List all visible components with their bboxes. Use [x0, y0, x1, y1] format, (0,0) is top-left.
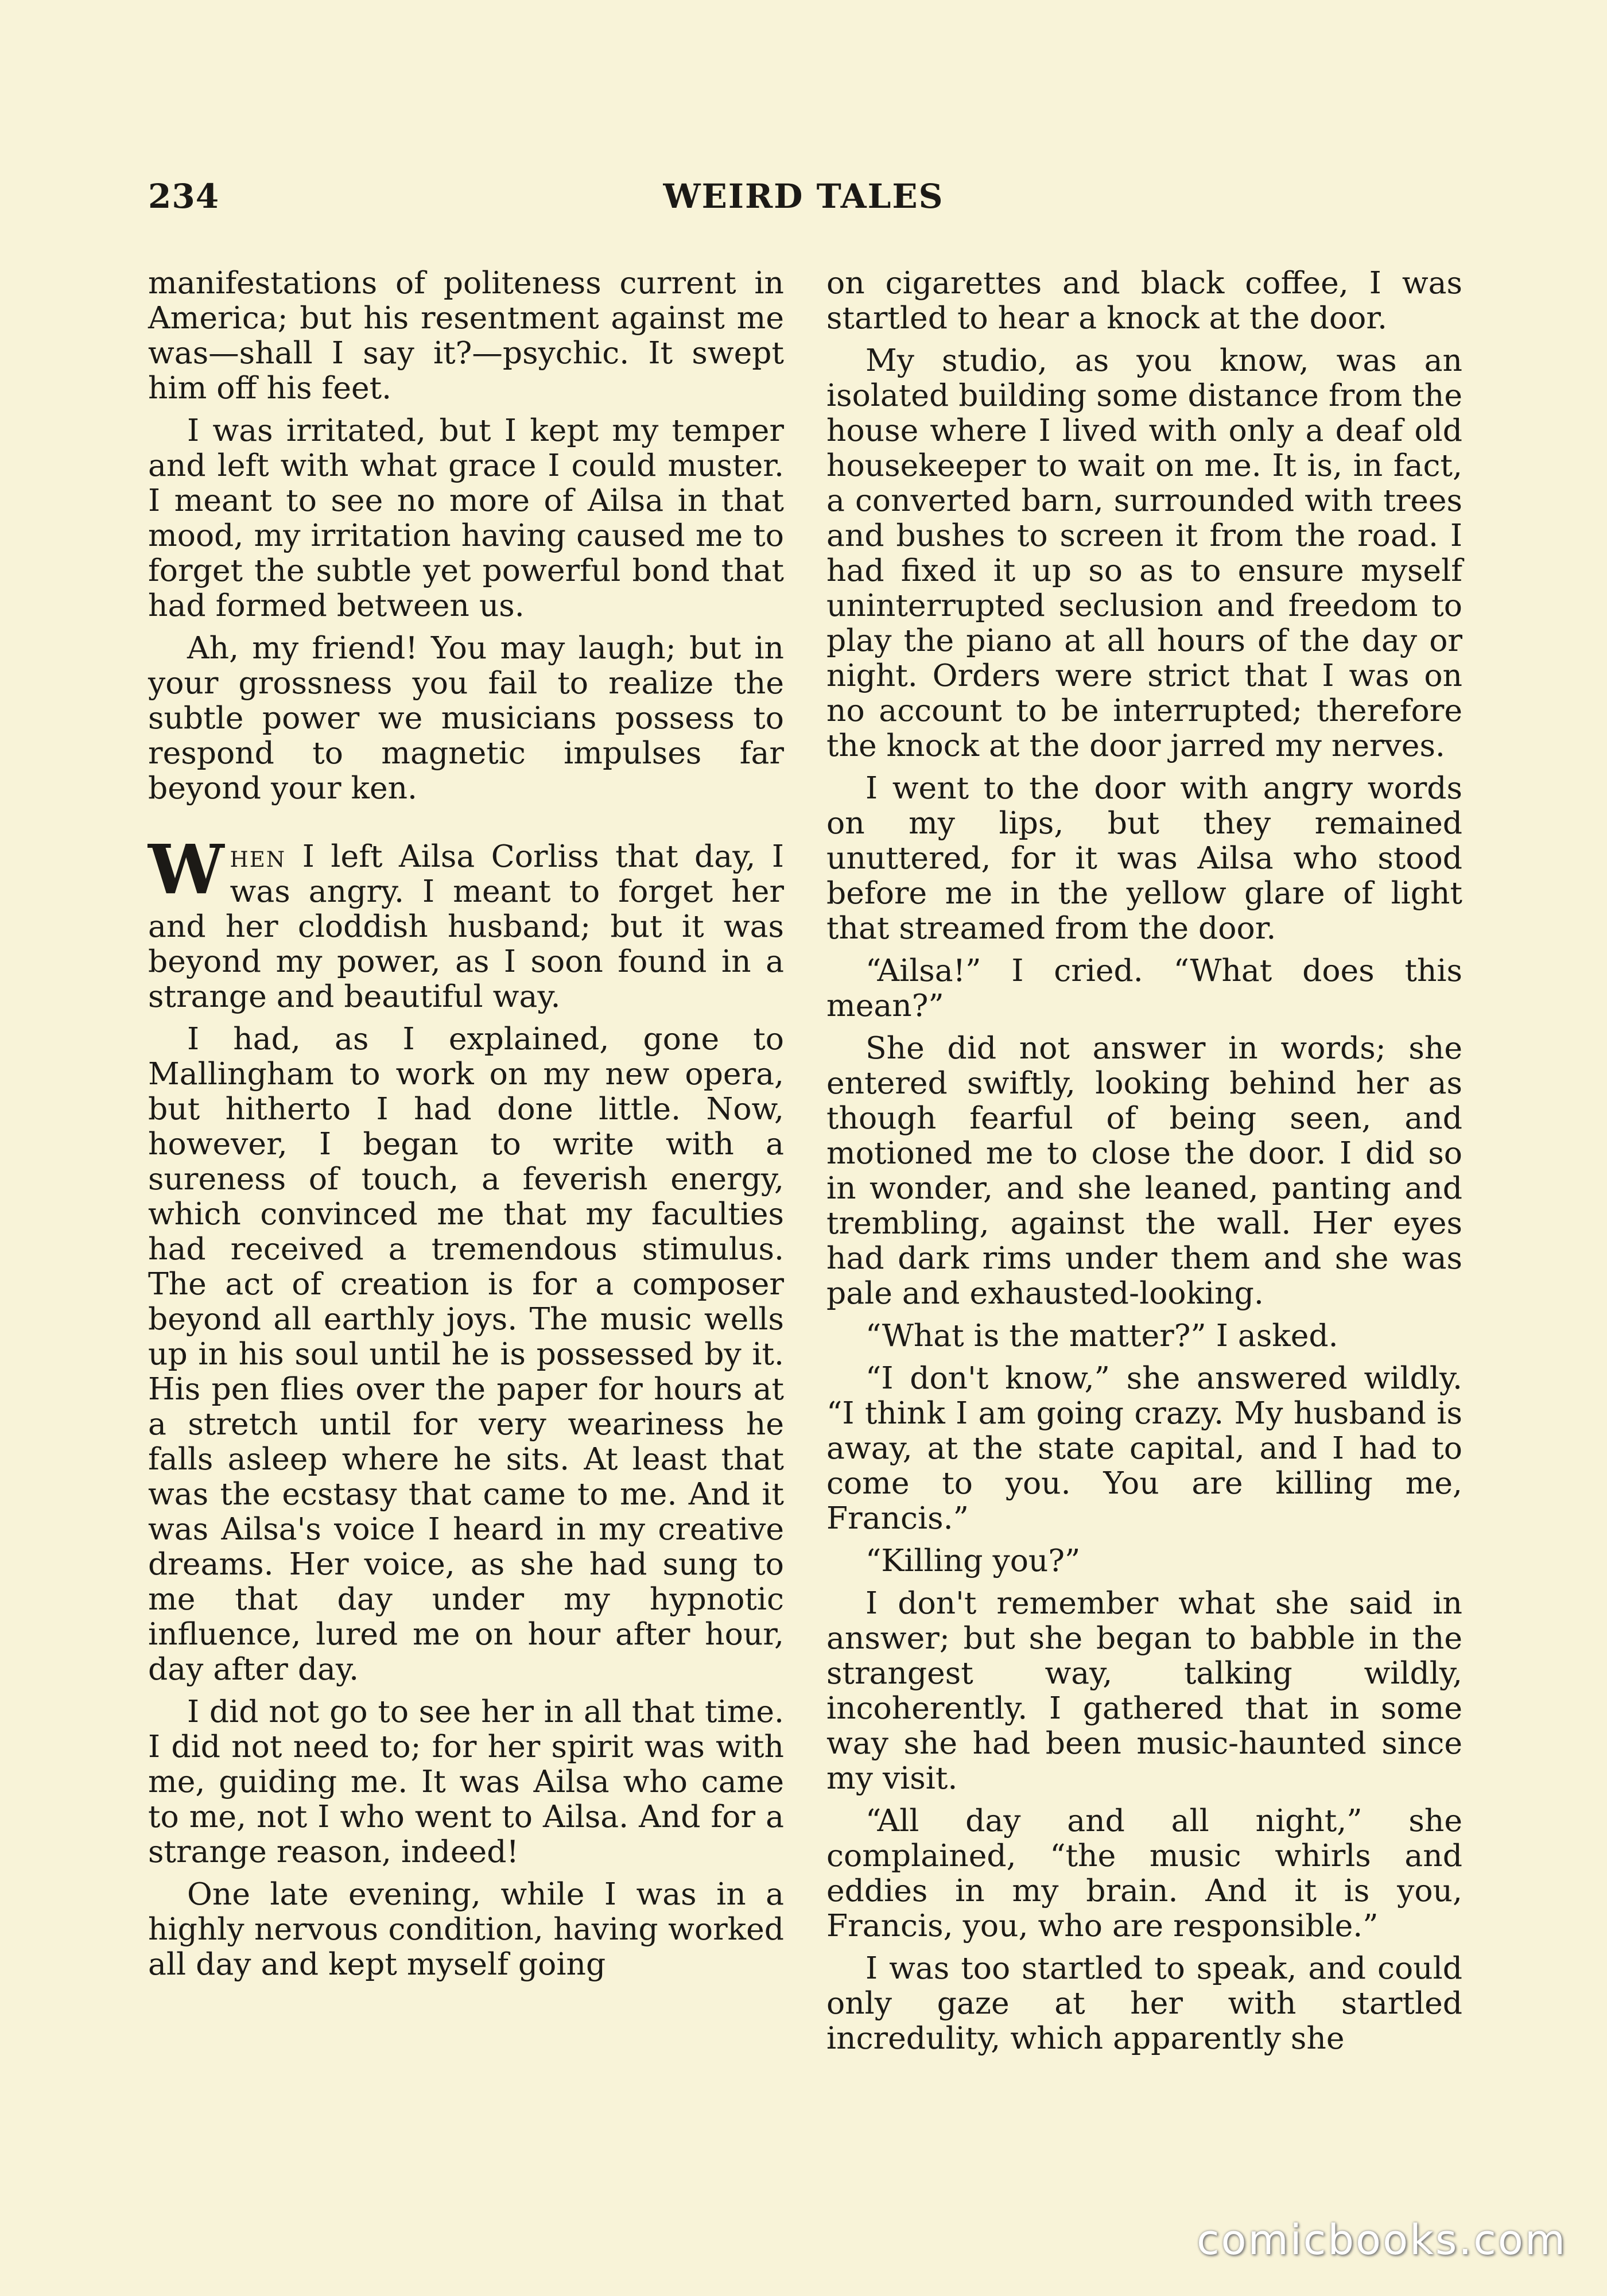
paragraph: I was too startled to speak, and could only gaze at her with startled incredulity, which apparently she — [826, 1950, 1462, 2056]
paragraph: One late evening, while I was in a highly nervous condition, having worked all day and kept myself going — [148, 1876, 784, 1982]
watermark: comicbooks.com — [1196, 2216, 1567, 2264]
paragraph: on cigarettes and black coffee, I was startled to hear a knock at the door. — [826, 265, 1462, 336]
paragraph: “What is the matter?” I asked. — [865, 1317, 1338, 1353]
right-column — [826, 265, 1462, 2063]
small-caps-word: hen — [230, 838, 286, 874]
paragraph: I did not go to see her in all that time. I did not need to; for her spirit was with me, guiding me. It was Ailsa who came to me, not I who went to Ailsa. And for a strange reason, indeed! — [148, 1693, 784, 1870]
paragraph: I went to the door with angry words on my lips, but they remained unuttered, for it was Ailsa who stood before me in the yellow glare of light that streamed from the door. — [826, 770, 1462, 946]
paragraph: She did not answer in words; she entered swiftly, looking behind her as though fearful of being seen, and motioned me to close the door. I did so in wonder, and she leaned, panting and trembling, against the wall. Her eyes had dark rims under them and she was pale and exhausted-looking. — [826, 1030, 1462, 1311]
paragraph: “All day and all night,” she complained, “the music whirls and eddies in my brain. And it is you, Francis, you, who are responsible.” — [826, 1802, 1462, 1944]
paragraph: “I don't know,” she answered wildly. “I think I am going crazy. My husband is away, at the state capital, and I had to come to you. You are killing me, Francis.” — [826, 1360, 1462, 1536]
left-column — [148, 265, 784, 1989]
page-number: 234 — [148, 177, 220, 216]
paragraph: manifestations of politeness current in America; but his resentment against me was—shall I say it?—psychic. It swept him off his feet. — [148, 265, 784, 406]
paragraph: “Ailsa!” I cried. “What does this mean?” — [826, 952, 1462, 1023]
paragraph: My studio, as you know, was an isolated building some distance from the house where I lived with only a deaf old housekeeper to wait on me. It is, in fact, a converted barn, surrounded with trees and bushes to screen it from the road. I had fixed it up so as to ensure myself uninterrupted seclusion and freedom to play the piano at all hours of the day or night. Orders were strict that I was on no account to be interrupted; therefore the knock at the door jarred my nerves. — [826, 342, 1462, 763]
drop-cap: W — [148, 829, 224, 909]
paragraph: I was irritated, but I kept my temper and left with what grace I could muster. I meant to see no more of Ailsa in that mood, my irritation having caused me to forget the subtle yet powerful bond that had formed between us. — [148, 412, 784, 623]
running-title: WEIRD TALES — [663, 177, 944, 216]
paragraph: I had, as I explained, gone to Mallingham to work on my new opera, but hitherto I had done little. Now, however, I began to write with a sureness of touch, a feverish energy, which convinced me that my faculties had received a tremendous stimulus. The act of creation is for a composer beyond all earthly joys. The music wells up in his soul until he is possessed by it. His pen flies over the paper for hours at a stretch until for very weariness he falls asleep where he sits. At least that was the ecstasy that came to me. And it was Ailsa's voice I heard in my creative dreams. Her voice, as she had sung to me that day under my hypnotic influence, lured me on hour after hour, day after day. — [148, 1021, 784, 1687]
section-opening-text: I left Ailsa Corliss that day, I was angry. I meant to forget her and her cloddish husband; but it was beyond my power, as I soon found in a strange and beautiful way. — [148, 838, 784, 1014]
paragraph: Ah, my friend! You may laugh; but in your grossness you fail to realize the subtle power we musicians possess to respond to magnetic impulses far beyond your ken. — [148, 630, 784, 806]
paragraph: I don't remember what she said in answer; but she began to babble in the strangest way, talking wildly, incoherently. I gathered that in some way she had been music-haunted since my visit. — [826, 1585, 1462, 1796]
paragraph: “Killing you?” — [865, 1542, 1081, 1578]
section-opening-paragraph — [148, 829, 784, 1014]
